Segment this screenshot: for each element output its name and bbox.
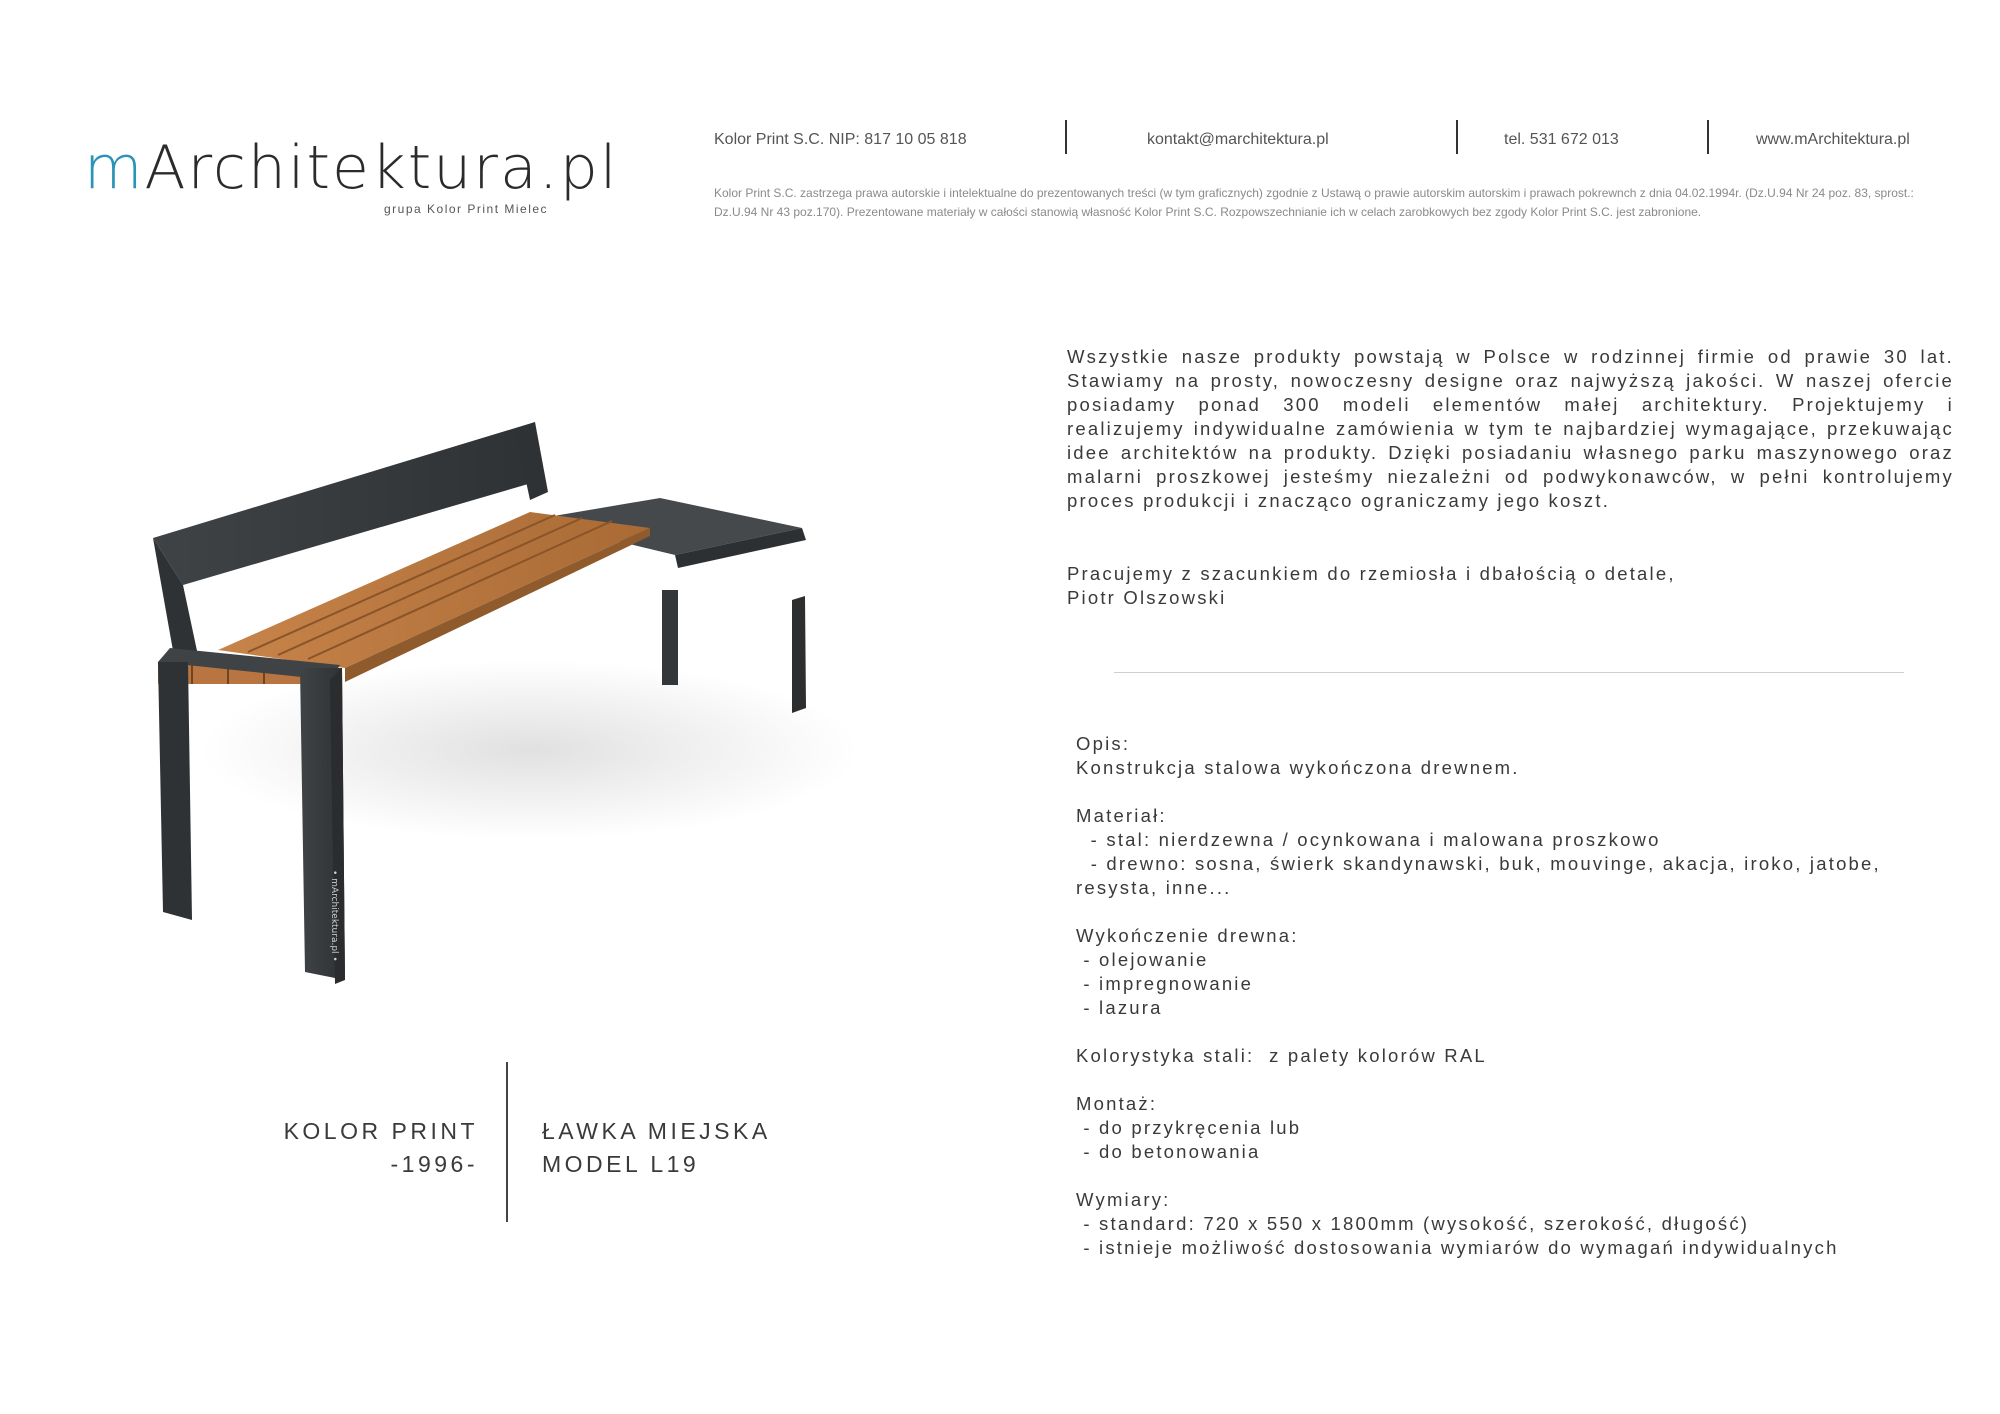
- product-name: ŁAWKA MIEJSKA: [542, 1118, 771, 1144]
- product-specs: [1076, 732, 1956, 1284]
- bench-leg-back: [662, 590, 678, 685]
- header-separator: [1065, 120, 1067, 154]
- seat-slat-gap: [308, 521, 612, 659]
- header-separator: [1707, 120, 1709, 154]
- copyright-notice: Kolor Print S.C. zastrzega prawa autorskie i intelektualne do prezentowanych treści (w tym graficznych) zgodnie z Ustawą o prawie autorskim autorskim i prawach pokrewnch z dnia 04.02.1994r. (Dz.U.94 Nr 24 poz. 83, sprost.: Dz.U.94 Nr 43 poz.170). Prezentowane materiały w całości stanowią własność Kolor Print S.C. Rozpowszechnianie ich w celach zarobkowych bez zgody Kolor Print S.C. jest zabronione.: [714, 186, 1914, 219]
- spec-wood-finish: [1076, 924, 1956, 1020]
- spec-value: - do przykręcenia lub: [1076, 1117, 1302, 1138]
- spec-description: [1076, 732, 1956, 780]
- company-nip: Kolor Print S.C. NIP: 817 10 05 818: [714, 131, 967, 148]
- spec-value: - do betonowania: [1076, 1141, 1261, 1162]
- spec-dimensions: [1076, 1188, 1956, 1260]
- caption-product: [542, 1115, 862, 1181]
- spec-value: - lazura: [1076, 997, 1163, 1018]
- section-divider: [1114, 672, 1904, 673]
- signature: Piotr Olszowski: [1067, 587, 1227, 608]
- website-link[interactable]: www.mArchitektura.pl: [1756, 131, 1910, 148]
- product-model: MODEL L19: [542, 1151, 700, 1177]
- spec-value: - stal: nierdzewna / ocynkowana i malowana proszkowo: [1076, 829, 1661, 850]
- caption-separator: [506, 1062, 508, 1222]
- spec-material: [1076, 804, 1956, 900]
- caption-brand: [230, 1115, 478, 1181]
- leg-engraving: • mArchitektura.pl •: [329, 870, 339, 962]
- spec-steel-color: [1076, 1044, 1956, 1068]
- spec-value: - olejowanie: [1076, 949, 1209, 970]
- header-separator: [1456, 120, 1458, 154]
- spec-label: Opis:: [1076, 733, 1131, 754]
- ground-shadow: [200, 660, 860, 840]
- closing-note: [1067, 562, 1954, 610]
- spec-value: - standard: 720 x 550 x 1800mm (wysokość, szerokość, długość): [1076, 1213, 1750, 1234]
- spec-label: Materiał:: [1076, 805, 1167, 826]
- spec-value: - istnieje możliwość dostosowania wymiarów do wymagań indywidualnych: [1076, 1237, 1839, 1258]
- closing-line: Pracujemy z szacunkiem do rzemiosła i dbałością o detale,: [1067, 563, 1676, 584]
- logo-prefix: m: [84, 133, 145, 203]
- logo-tagline: grupa Kolor Print Mielec: [384, 202, 549, 216]
- contact-email[interactable]: kontakt@marchitektura.pl: [1147, 131, 1329, 148]
- brand-year: -1996-: [390, 1151, 478, 1177]
- logo-text: Architektura.pl: [144, 133, 619, 203]
- spec-value: - drewno: sosna, świerk skandynawski, buk, mouvinge, akacja, iroko, jatobe, resysta, inne...: [1076, 853, 1889, 898]
- spec-mounting: [1076, 1092, 1956, 1164]
- spec-label: Wymiary:: [1076, 1189, 1171, 1210]
- spec-value: Kolorystyka stali: z palety kolorów RAL: [1076, 1045, 1487, 1066]
- brand-name: KOLOR PRINT: [283, 1118, 478, 1144]
- company-description: Wszystkie nasze produkty powstają w Polsce w rodzinnej firmie od prawie 30 lat. Stawiamy na prosty, nowoczesny designe oraz najwyższą jakości. W naszej ofercie posiadamy ponad 300 modeli elementów małej architektury. Projektujemy i realizujemy indywidualne zamówienia w tym te najbardziej wymagające, przekuwając idee architektów na produkty. Dzięki posiadaniu własnego parku maszynowego oraz malarni proszkowej jesteśmy niezależni od podwykonawców, w pełni kontrolujemy proces produkcji i znacząco ograniczamy jego koszt.: [1067, 346, 1954, 511]
- spec-label: Montaż:: [1076, 1093, 1158, 1114]
- bench-product-image: [130, 400, 890, 1020]
- spec-value: - impregnowanie: [1076, 973, 1254, 994]
- spec-label: Wykończenie drewna:: [1076, 925, 1299, 946]
- bench-leg-back: [792, 596, 806, 713]
- contact-phone[interactable]: tel. 531 672 013: [1504, 131, 1619, 148]
- bench-leg-front-left: [158, 662, 192, 920]
- spec-value: Konstrukcja stalowa wykończona drewnem.: [1076, 757, 1520, 778]
- brand-logo: [84, 133, 619, 203]
